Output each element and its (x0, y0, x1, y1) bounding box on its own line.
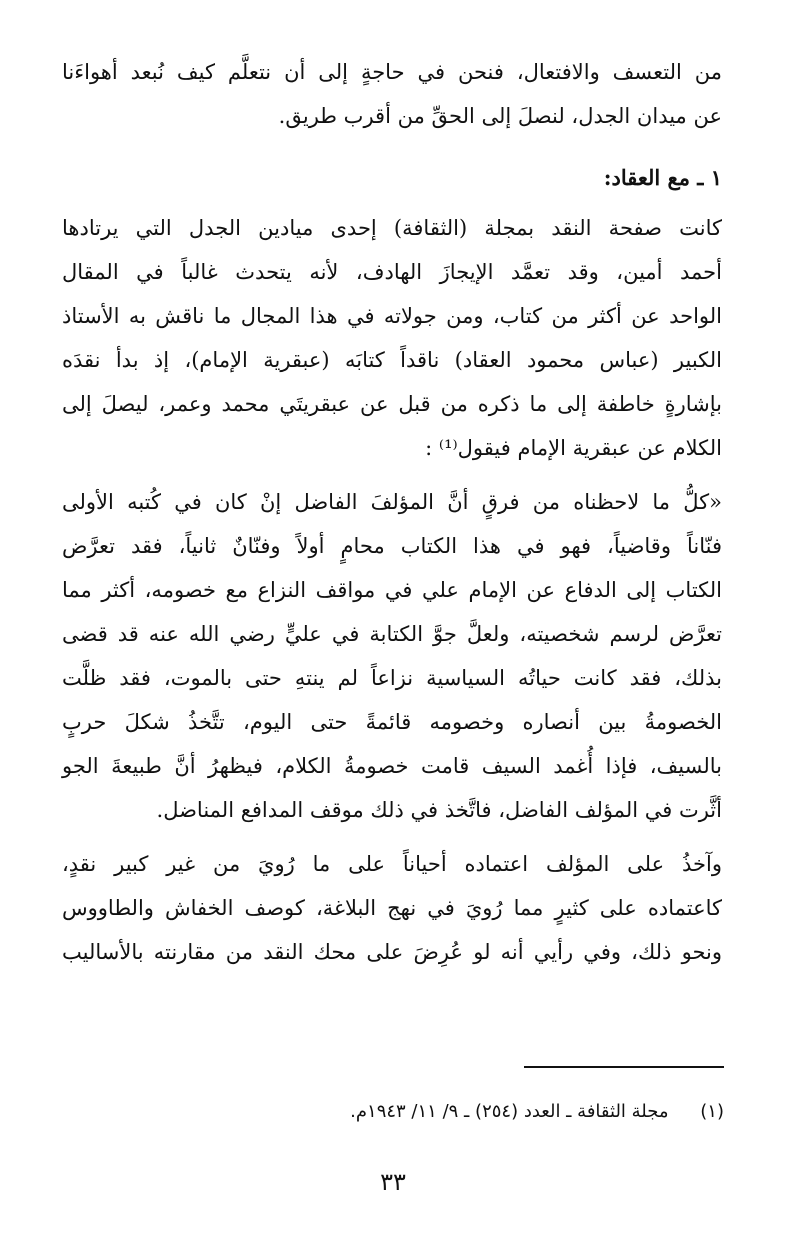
text-line: الكلام عن عبقرية الإمام فيقول⁽¹⁾ : (425, 436, 722, 460)
text-line: ونحو ذلك، وفي رأيي أنه لو عُرِضَ على محك النقد من مقارنته بالأساليب (62, 940, 722, 964)
section-heading: ١ ـ مع العقاد: (603, 165, 722, 190)
text-line: فنّاناً وقاضياً، فهو في هذا الكتاب محامٍ أولاً وفنّانٌ ثانياً، فقد تعرَّض (62, 534, 722, 558)
quote-paragraph (62, 480, 722, 832)
text-line: كانت صفحة النقد بمجلة (الثقافة) إحدى ميادين الجدل التي يرتادها (62, 216, 722, 240)
text-line: الخصومةُ بين أنصاره وخصومه قائمةً حتى اليوم، تتَّخذُ شكلَ حربٍ (62, 710, 722, 734)
text-line: كاعتماده على كثيرٍ مما رُويَ في نهج البلاغة، كوصف الخفاش والطاووس (62, 896, 722, 920)
text-line: عن ميدان الجدل، لنصلَ إلى الحقِّ من أقرب طريق. (278, 104, 722, 128)
footnote (64, 1096, 724, 1128)
text-line: بإشارةٍ خاطفة إلى ما ذكره من قبل عن عبقريتَي محمد وعمر، ليصلَ إلى (62, 392, 722, 416)
footnote-divider (524, 1066, 724, 1068)
intro-paragraph (62, 50, 722, 138)
text-line: الكبير (عباس محمود العقاد) ناقداً كتابَه (عبقرية الإمام)، إذ بدأ نقدَه (62, 348, 722, 372)
text-line: وآخذُ على المؤلف اعتماده أحياناً على ما رُويَ من غير كبير نقدٍ، (62, 852, 722, 876)
footnote-number: (١) (700, 1101, 724, 1122)
footnote-text: مجلة الثقافة ـ العدد (٢٥٤) ـ ٩/ ١١/ ١٩٤٣م. (350, 1101, 669, 1122)
text-line: أثَّرت في المؤلف الفاضل، فاتَّخذ في ذلك موقف المدافع المناضل. (156, 798, 722, 822)
text-line: الواحد عن أكثر من كتاب، ومن جولاته في هذا المجال ما ناقش به الأستاذ (62, 304, 722, 328)
page-number: ٣٣ (380, 1168, 406, 1196)
text-line: من التعسف والافتعال، فنحن في حاجةٍ إلى أن نتعلَّم كيف نُبعد أهواءَنا (62, 60, 722, 84)
text-line: أحمد أمين، وقد تعمَّد الإيجازَ الهادف، لأنه يتحدث غالباً في المقال (62, 260, 722, 284)
text-line: بذلك، فقد كانت حياتُه السياسية نزاعاً لم ينتهِ حتى بالموت، فقد ظلَّت (62, 666, 722, 690)
text-line: «كلُّ ما لاحظناه من فرقٍ أنَّ المؤلفَ الفاضل إنْ كان في كُتبه الأولى (62, 490, 722, 514)
text-line: الكتاب إلى الدفاع عن الإمام علي في مواقف النزاع مع خصومه، أكثر مما (62, 578, 722, 602)
text-line: تعرَّض لرسم شخصيته، ولعلَّ جوَّ الكتابة في عليٍّ رضي الله عنه قد قضى (62, 622, 722, 646)
page-body (62, 50, 722, 974)
paragraph-2 (62, 842, 722, 974)
paragraph-1 (62, 206, 722, 470)
text-line: بالسيف، فإذا أُغمد السيف قامت خصومةُ الكلام، فيظهرُ أنَّ طبيعةَ الجو (62, 754, 722, 778)
